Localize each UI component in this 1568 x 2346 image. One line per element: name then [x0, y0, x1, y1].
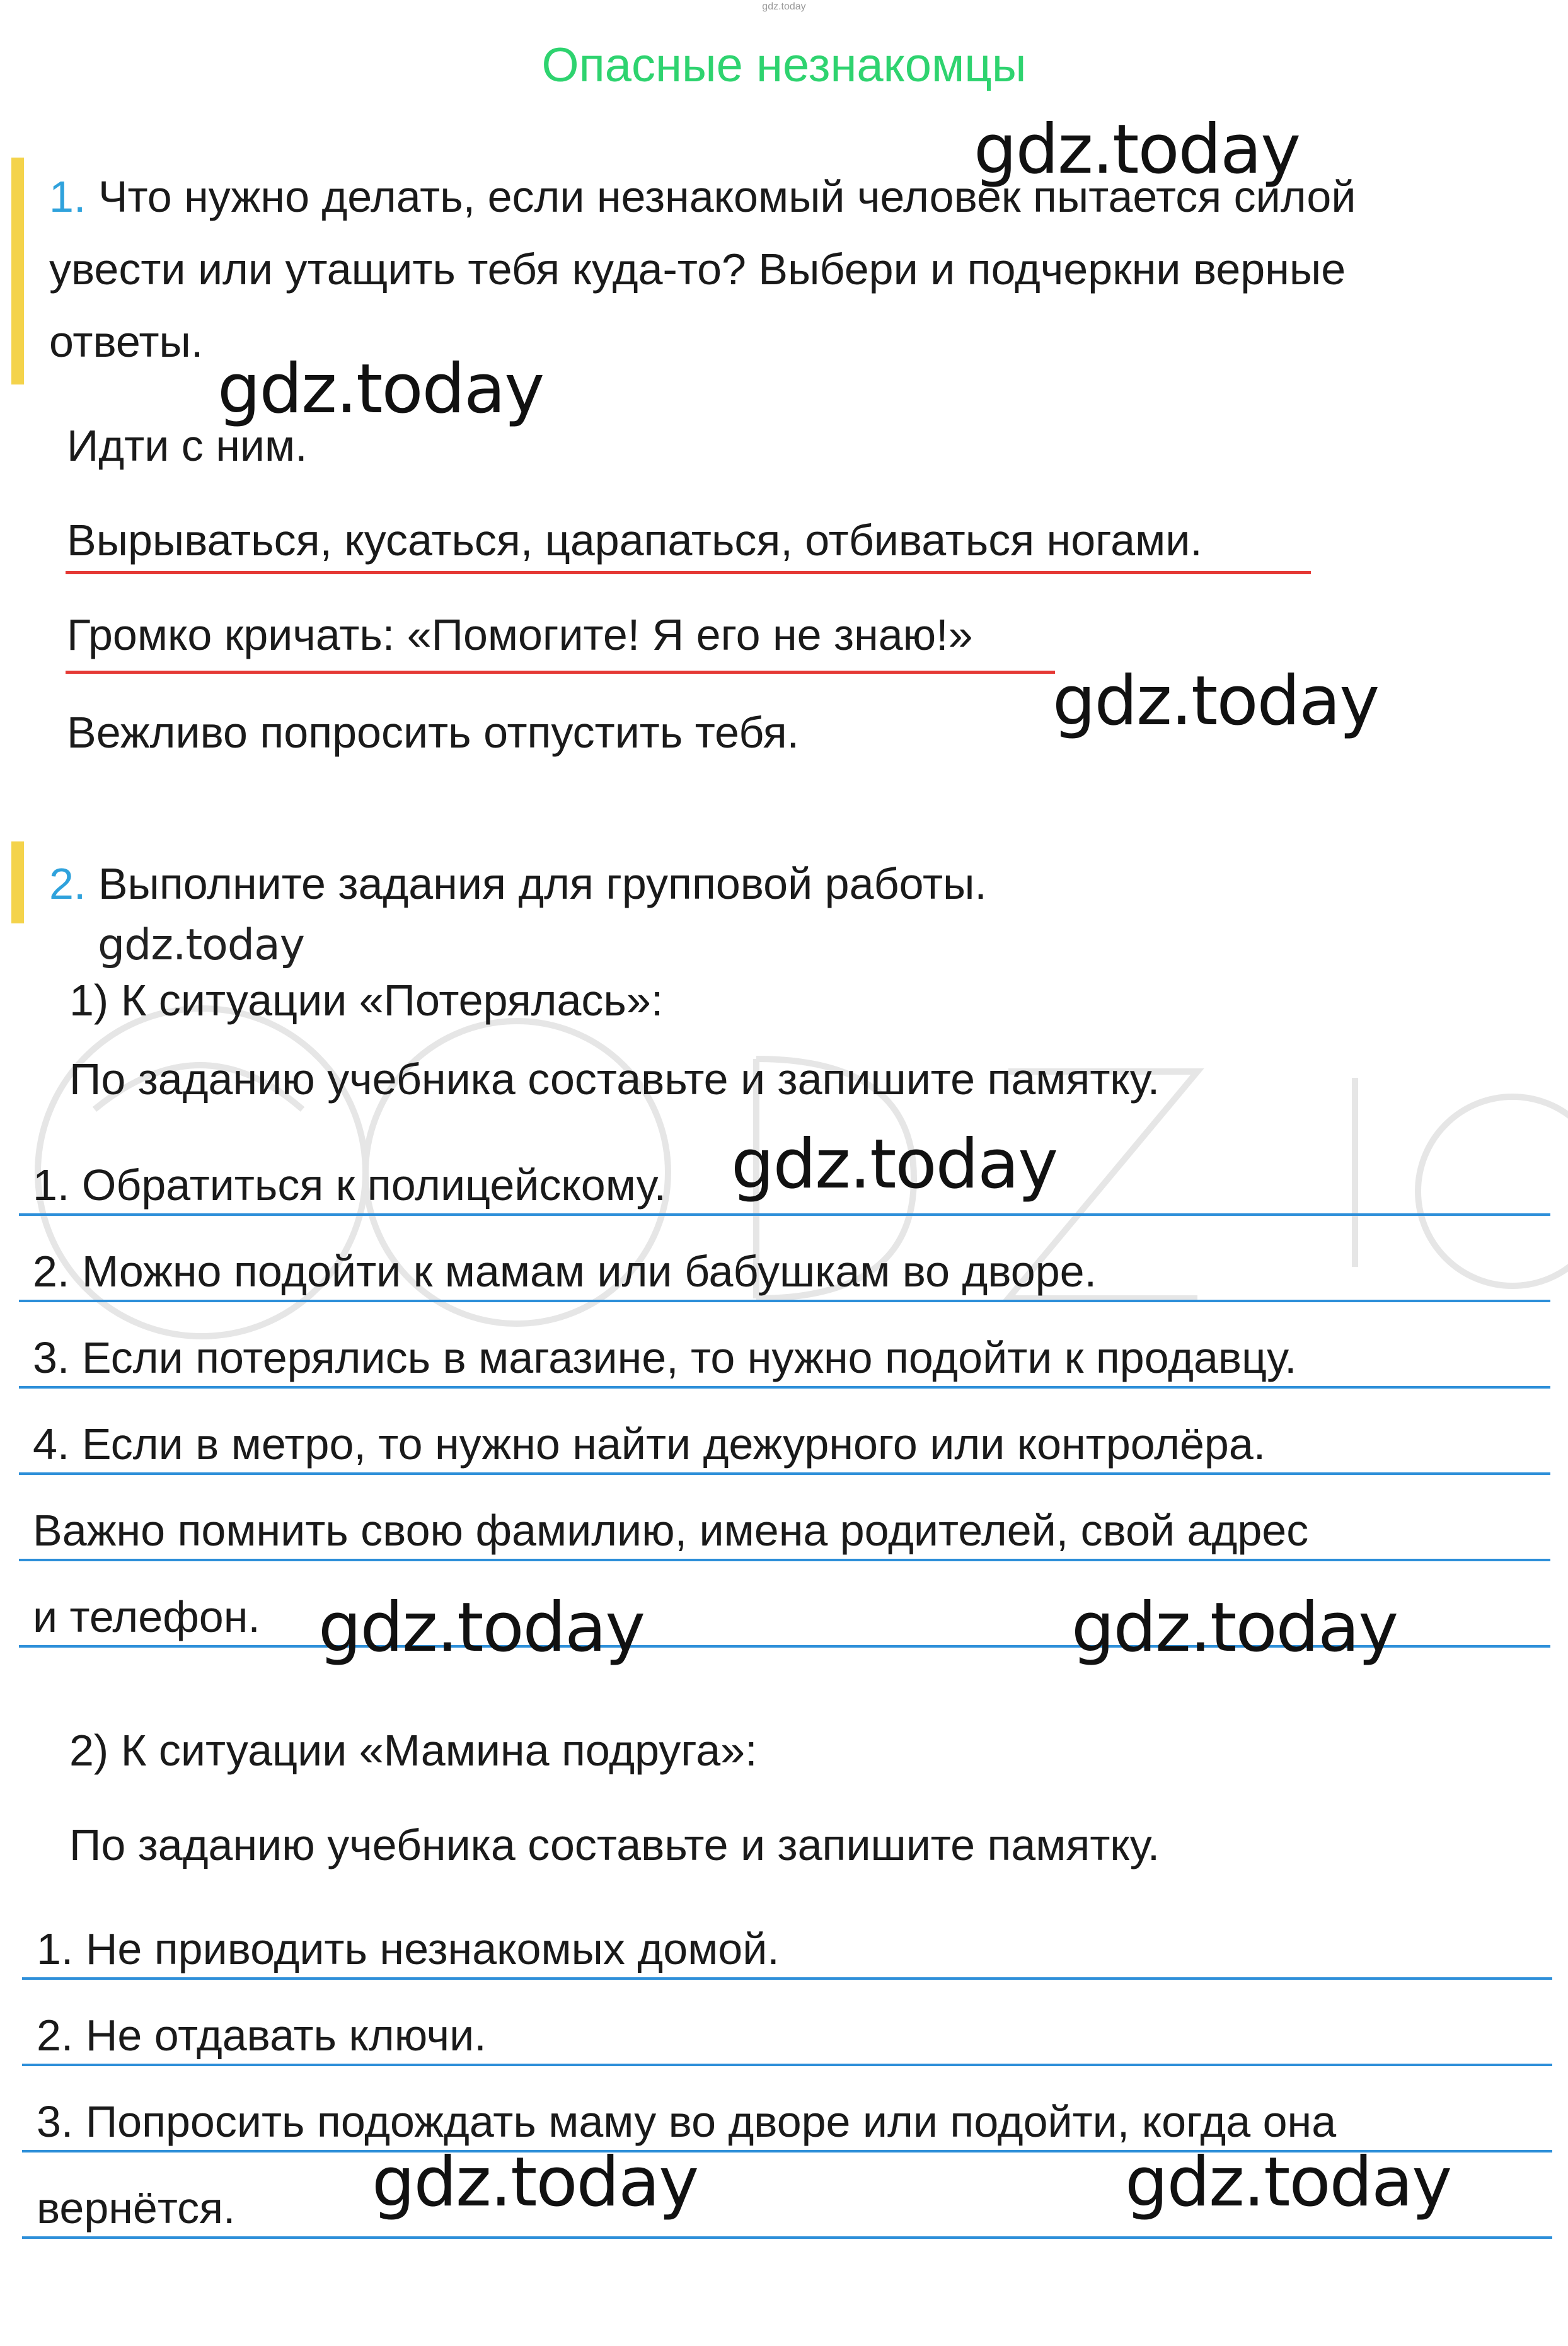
- task1-question-line-1: 1. Что нужно делать, если незнакомый человек пытается силой: [49, 172, 1356, 221]
- gdz-watermark: gdz.today: [731, 1125, 1058, 1204]
- situation1-instruction: По заданию учебника составьте и запишите памятку.: [69, 1055, 1160, 1104]
- task1-option-3: Громко кричать: «Помогите! Я его не знаю!»: [67, 610, 973, 659]
- task2-marker: [11, 841, 24, 923]
- gdz-watermark: gdz.today: [1071, 1588, 1398, 1667]
- gdz-watermark: gdz.today: [98, 920, 304, 970]
- task1-marker: [11, 158, 24, 384]
- top-watermark: gdz.today: [762, 1, 806, 12]
- ruled-line: [19, 1559, 1550, 1561]
- ruled-line: [19, 1386, 1550, 1389]
- situation1-line-2: 2. Можно подойти к мамам или бабушкам во дворе.: [33, 1247, 1097, 1296]
- ruled-line: [22, 2064, 1552, 2066]
- task2-number: 2.: [49, 859, 86, 908]
- task1-option-4: Вежливо попросить отпустить тебя.: [67, 708, 800, 757]
- page-title: Опасные незнакомцы: [541, 38, 1027, 92]
- task1-option-2: Вырываться, кусаться, царапаться, отбиваться ногами.: [67, 516, 1202, 565]
- ruled-line: [22, 2236, 1552, 2239]
- task1-option-1: Идти с ним.: [67, 421, 308, 470]
- situation2-line-3: 3. Попросить подождать маму во дворе или подойти, когда она: [37, 2097, 1337, 2146]
- situation2-line-4: вернётся.: [37, 2183, 236, 2233]
- situation2-instruction: По заданию учебника составьте и запишите памятку.: [69, 1820, 1160, 1869]
- situation1-line-4: 4. Если в метро, то нужно найти дежурного или контролёра.: [33, 1419, 1266, 1469]
- ruled-line: [19, 1472, 1550, 1475]
- situation1-line-6: и телефон.: [33, 1592, 260, 1641]
- ruled-line: [19, 1300, 1550, 1302]
- task1-number: 1.: [49, 172, 86, 221]
- situation1-line-5: Важно помнить свою фамилию, имена родителей, свой адрес: [33, 1506, 1309, 1555]
- situation2-line-2: 2. Не отдавать ключи.: [37, 2011, 487, 2060]
- situation1-line-1: 1. Обратиться к полицейскому.: [33, 1160, 667, 1210]
- task1-question-line-2: увести или утащить тебя куда-то? Выбери и подчеркни верные: [49, 245, 1346, 294]
- gdz-watermark: gdz.today: [217, 350, 544, 429]
- situation1-line-3: 3. Если потерялись в магазине, то нужно подойти к продавцу.: [33, 1333, 1297, 1382]
- ruled-line: [19, 1213, 1550, 1216]
- gdz-watermark: gdz.today: [1125, 2143, 1451, 2222]
- ruled-line: [22, 1977, 1552, 1980]
- situation2-title: 2) К ситуации «Мамина подруга»:: [69, 1726, 758, 1775]
- situation2-line-1: 1. Не приводить незнакомых домой.: [37, 1924, 780, 1973]
- task1-question-line-3: ответы.: [49, 317, 204, 366]
- gdz-watermark: gdz.today: [974, 110, 1300, 189]
- situation1-title: 1) К ситуации «Потерялась»:: [69, 976, 664, 1025]
- gdz-watermark: gdz.today: [372, 2143, 698, 2222]
- task2-heading: 2. Выполните задания для групповой работы.: [49, 859, 987, 908]
- option-3-underline: [66, 671, 1055, 674]
- option-2-underline: [66, 571, 1311, 574]
- gdz-watermark: gdz.today: [1052, 662, 1379, 741]
- gdz-watermark: gdz.today: [318, 1588, 645, 1667]
